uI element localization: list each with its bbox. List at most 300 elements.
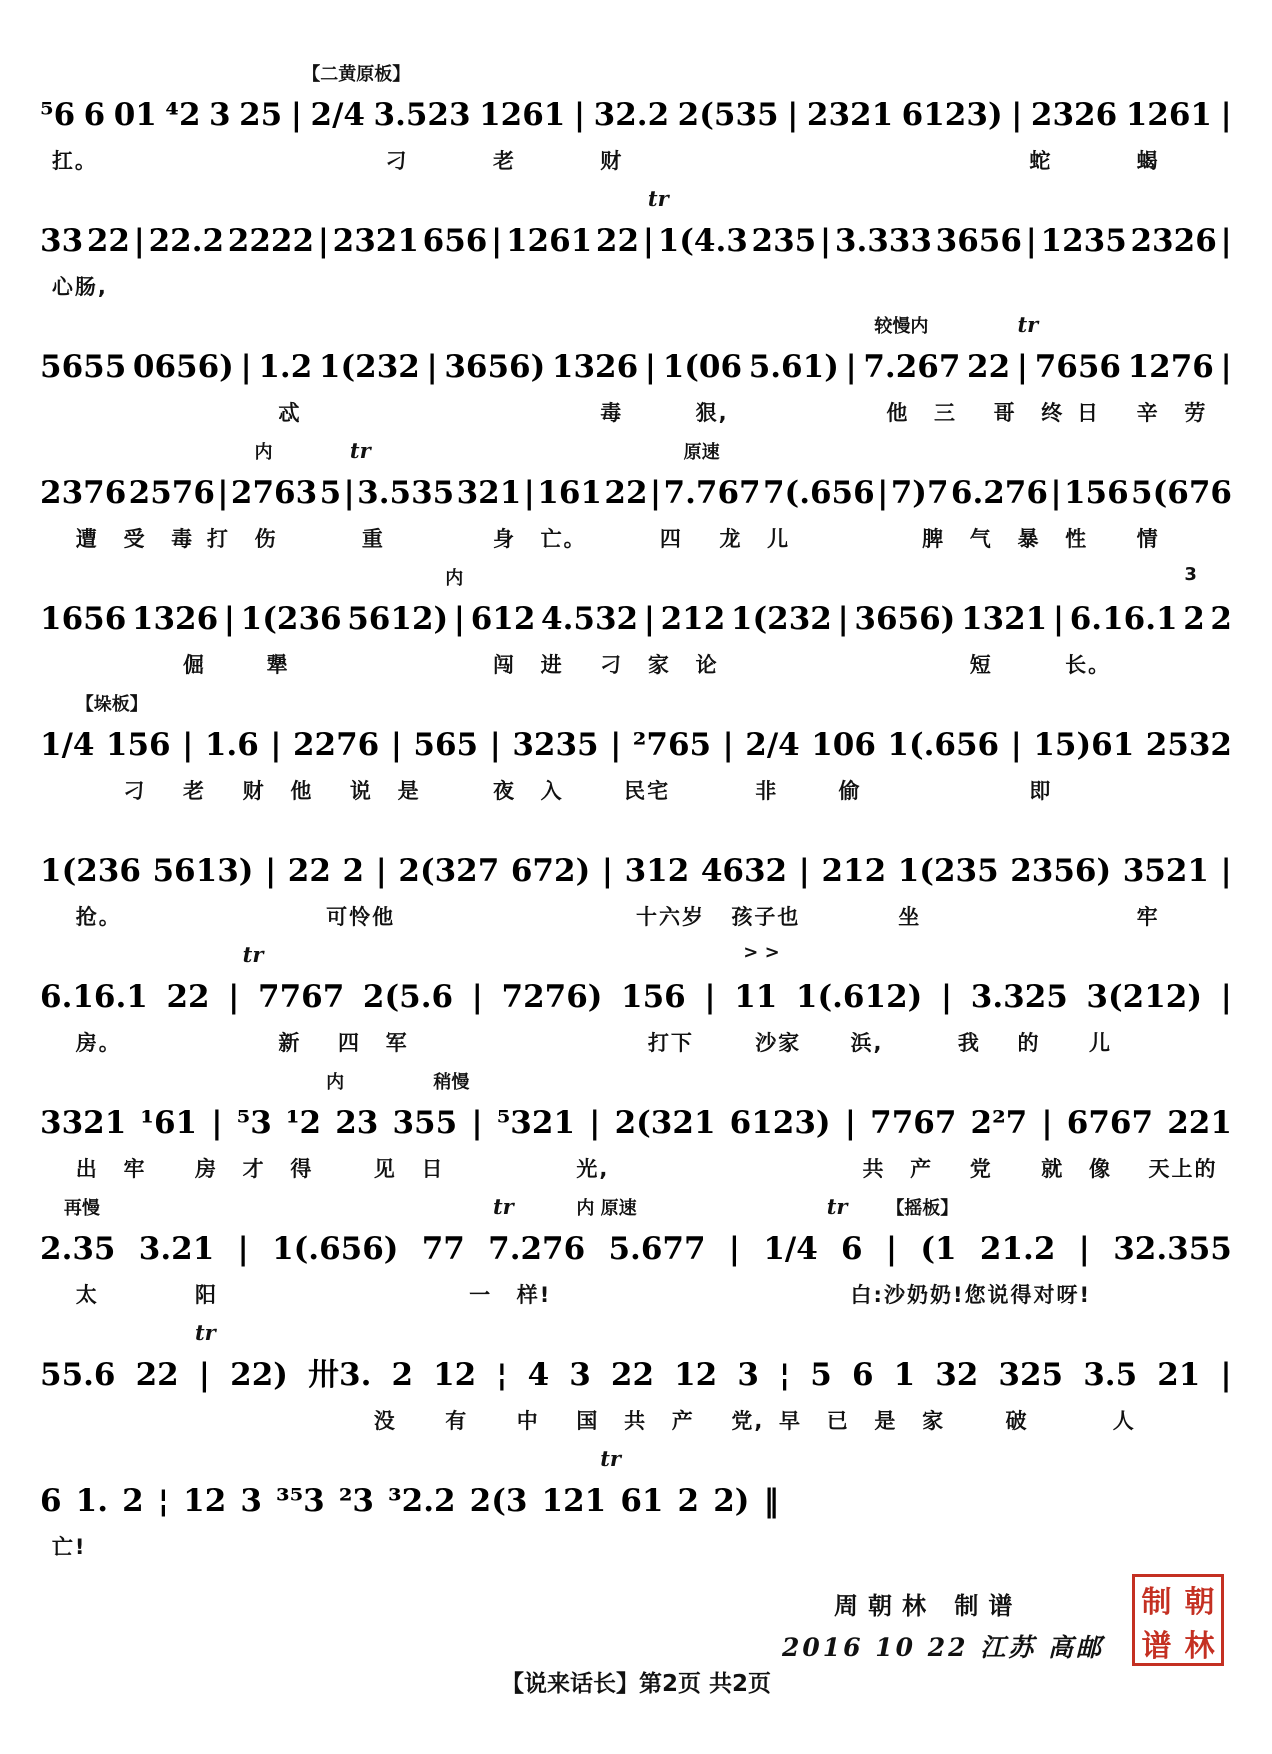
trill-mark: tr [349,438,371,463]
lyric-syllable: 浜, [850,1031,884,1055]
notation-token: 2763 [230,475,318,511]
lyric-row [40,899,1232,931]
transcriber-credit: 周朝林 制谱 [834,1592,1023,1620]
notation-token: 7)7 [890,475,949,511]
notation-token: 6123) [729,1105,831,1141]
notation-token: | [290,97,303,133]
lyric-syllable: 闯 [492,653,516,677]
notation-token: | [453,601,466,637]
notation-token: ¦ [778,1357,791,1393]
tempo-annotation: 内 [326,1072,345,1093]
lyric-syllable: 重 [361,527,385,551]
notation-token: 22) [230,1357,288,1393]
notation-token: 161 [537,475,603,511]
notation-token: 3656) [444,349,546,385]
notation-token: 565 [413,727,479,763]
notation-token: 1326 [551,349,639,385]
notation-token: 3.325 [970,979,1068,1015]
notation-token: 312 [624,853,690,889]
music-system-12 [40,1446,1232,1572]
lyric-syllable: 他 [886,401,910,425]
notation-line [40,969,1232,1025]
lyric-syllable: 劳 [1184,401,1208,425]
lyric-syllable: 的 [1017,1031,1041,1055]
lyric-row [40,269,1232,301]
lyric-row [40,1277,1232,1309]
notation-token: | [264,853,277,889]
notation-token: ¦ [496,1357,508,1393]
annotation-row [40,438,1232,465]
notation-token: 7.267 [863,349,961,385]
notation-token: 22 [610,1357,655,1393]
notation-line [40,1473,779,1529]
notation-token: 3 [569,1357,591,1393]
lyric-syllable: 破 [1005,1409,1029,1433]
red-seal [1132,1574,1224,1666]
lyric-syllable: 四 [659,527,683,551]
notation-token: | [1220,97,1232,133]
notation-token: 2321 [332,223,419,259]
notation-token: | [237,1231,249,1267]
notation-token: 672) [510,853,591,889]
notation-token: 3 [240,1483,262,1519]
notation-token: | [1052,601,1065,637]
lyric-syllable: 终 [1041,401,1065,425]
notation-token: 2 [122,1483,144,1519]
notation-token: 6 [40,1483,62,1519]
notation-token: | [728,1231,741,1267]
notation-token: 1276 [1127,349,1214,385]
notation-token: | [1220,853,1232,889]
notation-line [40,87,1232,143]
notation-token: 2 [391,1357,414,1393]
lyric-syllable: 财 [242,779,266,803]
notation-token: 1(4.3 [657,223,748,259]
notation-line [40,465,1232,521]
notation-token: | [1220,1357,1232,1393]
notation-token: 1326 [131,601,219,637]
lyric-syllable: 是 [874,1409,898,1433]
notation-token: ¹2 [285,1105,322,1141]
lyric-syllable: 忒 [278,401,302,425]
lyric-syllable: 共 [624,1409,648,1433]
notation-token: 25 [239,97,283,133]
music-system-3 [40,312,1232,438]
notation-token: | [471,979,483,1015]
notation-token: | [375,853,387,889]
notation-token: | [877,475,889,511]
notation-token: 21 [1157,1357,1201,1393]
notation-token: 1235 [1040,223,1127,259]
trill-mark: tr [194,1320,216,1345]
notation-token: 156 [105,727,171,763]
notation-token: | [1220,223,1232,259]
lyric-syllable: 蝎 [1136,149,1160,173]
lyric-syllable: 共 [862,1157,886,1181]
lyric-row [40,395,1232,427]
notation-token: 5.61) [748,349,839,385]
notation-token: 2276 [292,727,380,763]
notation-token: | [390,727,402,763]
notation-token: | [601,853,614,889]
annotation-row [40,690,1232,717]
notation-token: 7.767 [663,475,761,511]
lyric-syllable: 非 [755,779,779,803]
music-system-2 [40,186,1232,312]
notation-token: 4.532 [541,601,639,637]
lyric-syllable: 房 [194,1157,218,1181]
lyric-syllable: 老 [183,779,207,803]
annotation-row [40,1446,1232,1473]
notation-token: | [471,1105,483,1141]
notation-token: 7767 [870,1105,957,1141]
notation-token: | [837,601,849,637]
lyric-syllable: 牢 [1136,905,1160,929]
notation-token: 2²7 [970,1105,1028,1141]
notation-token: ¦ [157,1483,170,1519]
annotation-row [40,312,1232,339]
lyric-syllable: 得 [290,1157,314,1181]
lyric-row [40,773,1232,805]
lyric-syllable: 短 [969,653,993,677]
page-footer: 【说来话长】第2页 共2页 [500,1671,771,1697]
lyric-syllable: 刁 [385,149,409,173]
lyric-syllable: 儿 [1088,1031,1112,1055]
notation-token: | [1041,1105,1053,1141]
music-system-9 [40,1068,1232,1194]
trill-mark: tr [600,1446,621,1471]
notation-token: 1. [75,1483,109,1519]
notation-token: 1(06 [662,349,743,385]
music-system-8 [40,942,1232,1068]
notation-token: | [228,979,240,1015]
notation-token: | [182,727,194,763]
notation-token: | [819,223,832,259]
notation-token: ²765 [632,727,712,763]
lyric-syllable: 就 [1041,1157,1065,1181]
notation-token: ⁵6 [40,97,76,133]
notation-token: 2356) [1010,853,1112,889]
notation-token: | [885,1231,898,1267]
music-system-10 [40,1194,1232,1320]
notation-token: 212 [660,601,726,637]
lyric-syllable: 即 [1029,779,1053,803]
lyric-syllable: 老 [492,149,516,173]
music-system-6 [40,690,1232,816]
notation-token: 5613) [152,853,254,889]
notation-token: 2(3 [469,1483,528,1519]
lyric-syllable: 受 [123,527,147,551]
notation-token: 2(327 [398,853,500,889]
notation-token: | [1010,727,1022,763]
credit-date-place: 2016 10 22 江苏 高邮 [782,1633,1104,1662]
lyric-syllable: 长。 [1065,653,1112,677]
notation-token: | [133,223,145,259]
lyric-syllable: 没 [373,1409,397,1433]
lyric-syllable: 心肠, [51,275,108,299]
notation-token: 7656 [1034,349,1121,385]
notation-token: 2 [342,853,365,889]
seal-character: 谱 [1141,1629,1172,1664]
notation-token: 22 [287,853,331,889]
notation-line [40,339,1232,395]
notation-token: 1261 [479,97,566,133]
notation-token: 1.2 [258,349,313,385]
tempo-annotation: 内 [254,442,273,463]
notation-token: | [644,349,657,385]
notation-token: 33 [40,223,84,259]
notation-token: 2(321 [614,1105,716,1141]
notation-token: 23 [335,1105,379,1141]
notation-token: 3321 [40,1105,127,1141]
notation-token: 2(5.6 [362,979,454,1015]
lyric-syllable: 暴 [1017,527,1041,551]
notation-token: 12 [674,1357,718,1393]
lyric-syllable: 四 [338,1031,361,1055]
notation-token: 612 [470,601,536,637]
notation-token: | [343,475,355,511]
notation-token: 2532 [1145,727,1232,763]
notation-token: | [491,223,503,259]
notation-token: 1261 [505,223,593,259]
tempo-annotation: 3 [1184,564,1197,585]
notation-token: 1321 [960,601,1048,637]
lyric-syllable: 气 [969,527,993,551]
lyric-syllable: 身 [492,527,516,551]
notation-token: 01 [113,97,157,133]
lyric-syllable: 孩子也 [731,905,801,929]
lyric-syllable: 像 [1088,1157,1112,1181]
lyric-syllable: 坐 [898,905,922,929]
notation-token: 22 [135,1357,179,1393]
notation-token: 32.2 [593,97,670,133]
lyric-syllable: 见 [373,1157,397,1181]
music-system-11 [40,1320,1232,1446]
notation-token: 4 [527,1357,550,1393]
lyric-syllable: 倔 [183,653,207,677]
notation-token: 6.16.1 [40,979,148,1015]
lyric-syllable: 产 [671,1409,695,1433]
notation-token: 6.16.1 [1069,601,1178,637]
annotation-row [40,1194,1232,1221]
notation-token: 2326 [1030,97,1118,133]
annotation-row [40,60,1232,87]
notation-token: | [1025,223,1037,259]
notation-token: | [270,727,282,763]
lyric-syllable: 已 [826,1409,850,1433]
notation-token: 2 [1183,601,1205,637]
notation-token: | [589,1105,601,1141]
lyric-syllable: 扛。 [51,149,98,173]
lyric-syllable: 沙家 [755,1031,802,1055]
lyric-syllable: 房。 [75,1031,122,1055]
score-systems [40,60,1232,1572]
lyric-row [40,143,1232,175]
lyric-syllable: 打 [206,527,230,551]
lyric-syllable: 家 [922,1409,946,1433]
tempo-annotation: 再慢 [63,1198,100,1219]
notation-token: | [610,727,622,763]
notation-token: 3 [209,97,231,133]
notation-token: 11 [734,979,778,1015]
notation-token: 2.35 [40,1231,116,1267]
lyric-syllable: 蛇 [1029,149,1053,173]
notation-token: 15)61 [1033,727,1135,763]
notation-token: 106 [811,727,876,763]
notation-token: ³2.2 [388,1483,456,1519]
lyric-syllable: 入 [540,779,564,803]
notation-token: ⁵321 [496,1105,576,1141]
notation-token: | [704,979,716,1015]
lyric-syllable: 三 [934,401,957,425]
notation-token: 22 [595,223,640,259]
notation-token: 1(.656 [887,727,1000,763]
notation-token: 5 [319,475,342,511]
tempo-annotation: 稍慢 [433,1072,470,1093]
notation-token: 235 [751,223,817,259]
lyric-syllable: 说 [349,779,373,803]
notation-token: | [489,727,501,763]
notation-token: | [787,97,799,133]
notation-token: | [1220,979,1232,1015]
notation-token: | [643,601,655,637]
notation-token: ‖ [763,1483,780,1519]
lyric-syllable: 阳 [194,1283,218,1307]
notation-token: 3235 [512,727,599,763]
notation-token: | [845,349,857,385]
notation-token: | [1078,1231,1090,1267]
notation-token: | [217,475,229,511]
notation-token: 2326 [1130,223,1217,259]
notation-token: 22.2 [148,223,225,259]
notation-token: 7276) [501,979,603,1015]
notation-token: 2 [677,1483,700,1519]
annotation-row [40,816,1232,843]
notation-token: 77 [421,1231,465,1267]
tempo-annotation: > > [743,942,780,963]
notation-token: 32.355 [1113,1231,1232,1267]
tempo-annotation: 【二黄原板】 [302,64,411,85]
notation-token: 1(232 [730,601,832,637]
notation-token: | [240,349,252,385]
notation-token: 22 [967,349,1011,385]
lyric-syllable: 辛 [1136,401,1160,425]
lyric-row [40,1403,1232,1435]
lyric-syllable: 进 [540,653,564,677]
trill-mark: tr [492,1194,514,1219]
notation-token: 121 [541,1483,607,1519]
lyric-syllable: 产 [910,1157,934,1181]
annotation-row [40,1320,1232,1347]
notation-token: 325 [998,1357,1064,1393]
lyric-syllable: 出 [75,1157,99,1181]
lyric-syllable: 我 [957,1031,981,1055]
notation-token: 3521 [1122,853,1209,889]
lyric-syllable: 十六岁 [636,905,705,929]
notation-token: | [198,1357,211,1393]
lyric-row [40,1529,1232,1561]
notation-token: | [1016,349,1029,385]
notation-token: 5655 [40,349,127,385]
notation-token: 0656) [132,349,234,385]
lyric-syllable: 亡! [51,1535,87,1559]
notation-token: 3656) [854,601,956,637]
tempo-annotation: 原速 [683,442,720,463]
lyric-syllable: 可怜他 [326,905,396,929]
notation-line [40,843,1232,899]
notation-token: 2222 [227,223,315,259]
notation-line [40,1347,1232,1403]
seal-character: 制 [1141,1585,1172,1620]
notation-token: 1(232 [318,349,420,385]
lyric-syllable: 伤 [254,527,278,551]
notation-token: 6123) [901,97,1003,133]
trill-mark: tr [1017,312,1039,337]
lyric-syllable: 中 [516,1409,540,1433]
notation-token: 6 [83,97,106,133]
annotation-row [40,564,1232,591]
lyric-syllable: 光, [576,1157,610,1181]
notation-token: ⁴2 [165,97,201,133]
lyric-syllable: 日 [421,1157,445,1181]
notation-token: 7.276 [488,1231,586,1267]
music-system-5 [40,564,1232,690]
lyric-syllable: 才 [242,1157,266,1181]
notation-token: 156 [1063,475,1129,511]
annotation-row [40,942,1232,969]
music-system-1 [40,60,1232,186]
notation-token: | [722,727,734,763]
notation-token: 3.5 [1083,1357,1138,1393]
notation-token: ¹61 [140,1105,198,1141]
lyric-syllable: 军 [385,1031,409,1055]
notation-token: ³⁵3 [276,1483,325,1519]
lyric-syllable: 儿 [767,527,791,551]
notation-token: 2 [1210,601,1232,637]
notation-token: 1(236 [40,853,141,889]
tempo-annotation: 较慢内 [874,316,929,337]
notation-token: 3.333 [834,223,932,259]
lyric-row [40,1151,1232,1183]
notation-token: 2376 [40,475,127,511]
lyric-syllable: 有 [445,1409,469,1433]
notation-token: | [642,223,655,259]
notation-token: 321 [456,475,522,511]
lyric-syllable: 夜 [492,779,516,803]
notation-token: 2(535 [677,97,779,133]
notation-token: | [426,349,438,385]
trill-mark: tr [826,1194,848,1219]
notation-token: 212 [821,853,887,889]
lyric-row [40,1025,1232,1057]
notation-token: 3(212) [1086,979,1203,1015]
notation-token: | [523,475,535,511]
notation-token: 355 [392,1105,458,1141]
lyric-syllable: 早 [779,1409,803,1433]
lyric-syllable: 哥 [993,401,1017,425]
notation-token: 3.21 [138,1231,215,1267]
notation-token: 7767 [258,979,345,1015]
notation-token: 1/4 [763,1231,818,1267]
lyric-syllable: 党, [731,1409,765,1433]
notation-token: 55.6 [40,1357,116,1393]
notation-token: 1.6 [204,727,259,763]
notation-token: 4632 [700,853,788,889]
lyric-syllable: 党 [969,1157,993,1181]
tempo-annotation: 内 原速 [576,1198,637,1219]
lyric-syllable: 白:沙奶奶!您说得对呀! [850,1283,1092,1307]
lyric-syllable: 他 [290,779,314,803]
